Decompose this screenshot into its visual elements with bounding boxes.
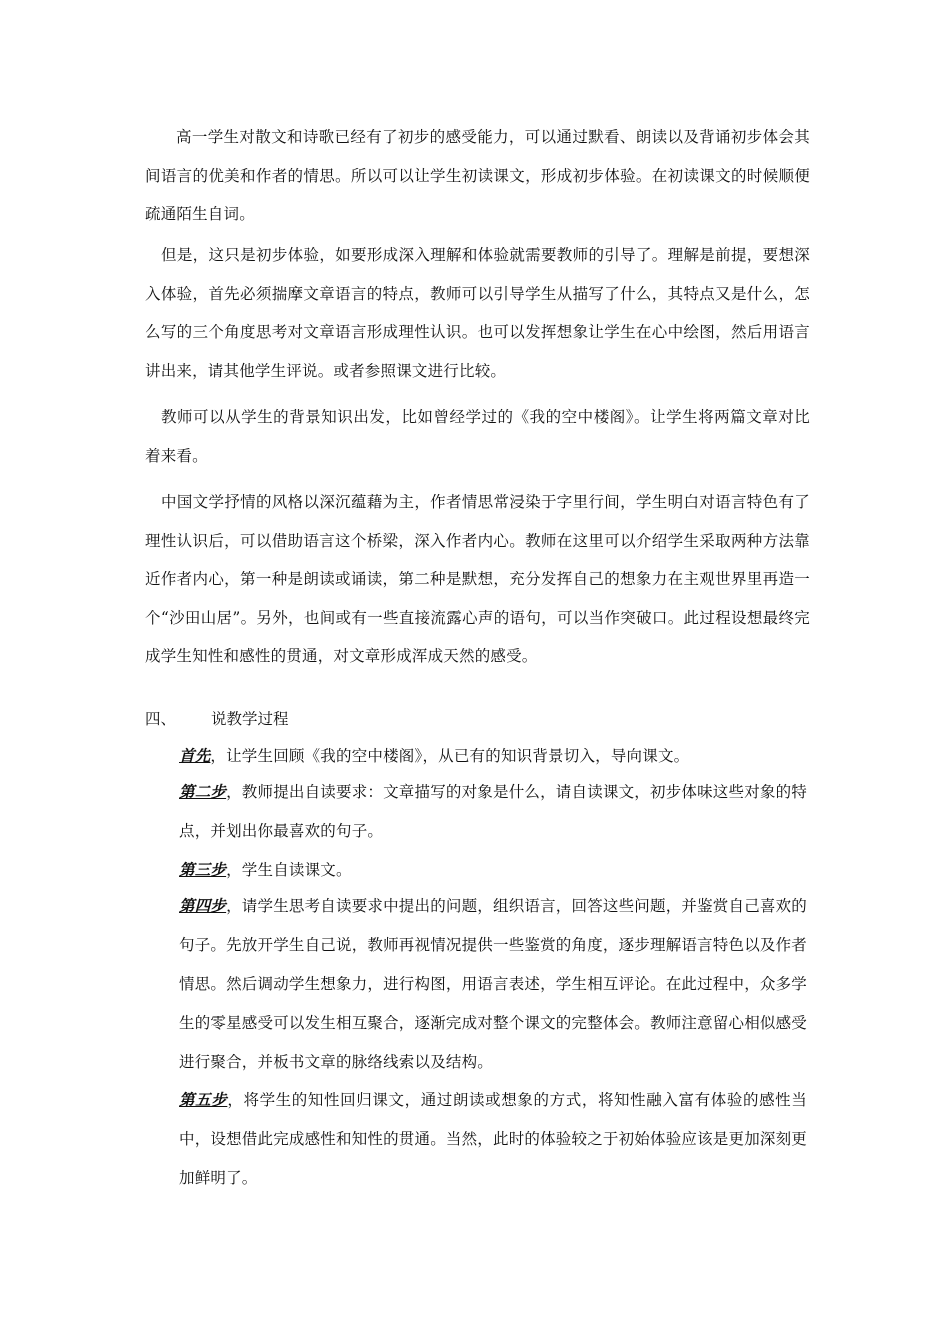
paragraph-literary-style: 中国文学抒情的风格以深沉蕴藉为主，作者情思常浸染于字里行间，学生明白对语言特色有了理性认识后，可以借助语言这个桥梁，深入作者内心。教师在这里可以介绍学生采取两种方法靠近作者内心，第一种是朗读或诵读，第二种是默想，充分发挥自己的想象力在主观世界里再造一个“沙田山居”。另外，也间或有一些直接流露心声的语句，可以当作突破口。此过程设想最终完成学生知性和感性的贯通，对文章形成浑成天然的感受。 <box>145 493 810 665</box>
step-text: ，教师提出自读要求：文章描写的对象是什么，请自读课文，初步体味这些对象的特点，并划出你最喜欢的句子。 <box>179 783 808 840</box>
step-label: 第二步 <box>179 782 227 801</box>
paragraph-background-knowledge: 教师可以从学生的背景知识出发，比如曾经学过的《我的空中楼阁》。让学生将两篇文章对比着来看。 <box>145 408 810 465</box>
step-label: 首先 <box>179 746 211 765</box>
section-heading <box>145 700 289 738</box>
section-title: 说教学过程 <box>211 710 289 728</box>
step-text: ，让学生回顾《我的空中楼阁》，从已有的知识背景切入，导向课文。 <box>210 747 690 765</box>
section-number: 四、 <box>145 710 177 728</box>
step-text: ，将学生的知性回归课文，通过朗读或想象的方式，将知性融入富有体验的感性当中，设想借此完成感性和知性的贯通。当然，此时的体验较之于初始体验应该是更加深刻更加鲜明了。 <box>179 1091 808 1187</box>
paragraph-teacher-guidance: 但是，这只是初步体验，如要形成深入理解和体验就需要教师的引导了。理解是前提，要想深入体验，首先必须揣摩文章语言的特点，教师可以引导学生从描写了什么，其特点又是什么，怎么写的三个角度思考对文章语言形成理性认识。也可以发挥想象让学生在心中绘图，然后用语言讲出来，请其他学生评说。或者参照课文进行比较。 <box>145 246 810 380</box>
step-text: ，请学生思考自读要求中提出的问题，组织语言，回答这些问题，并鉴赏自己喜欢的句子。先放开学生自己说，教师再视情况提供一些鉴赏的角度，逐步理解语言特色以及作者情思。然后调动学生想象力，进行构图，用语言表述，学生相互评论。在此过程中，众多学生的零星感受可以发生相互聚合，逐渐完成对整个课文的完整体会。教师注意留心相似感受进行聚合，并板书文章的脉络线索以及结构。 <box>179 897 808 1071</box>
step-label: 第三步 <box>179 860 227 879</box>
step-item-2 <box>179 772 807 851</box>
step-text: ，学生自读课文。 <box>226 861 352 879</box>
step-label: 第四步 <box>179 896 227 915</box>
step-item-3 <box>179 850 807 890</box>
step-label: 第五步 <box>179 1090 228 1109</box>
step-item-1 <box>179 736 807 776</box>
step-item-5 <box>179 1080 807 1198</box>
paragraph-student-ability: 高一学生对散文和诗歌已经有了初步的感受能力，可以通过默看、朗读以及背诵初步体会其间语言的优美和作者的情思。所以可以让学生初读课文，形成初步体验。在初读课文的时候顺便疏通陌生自词。 <box>145 128 810 223</box>
step-item-4 <box>179 886 807 1082</box>
